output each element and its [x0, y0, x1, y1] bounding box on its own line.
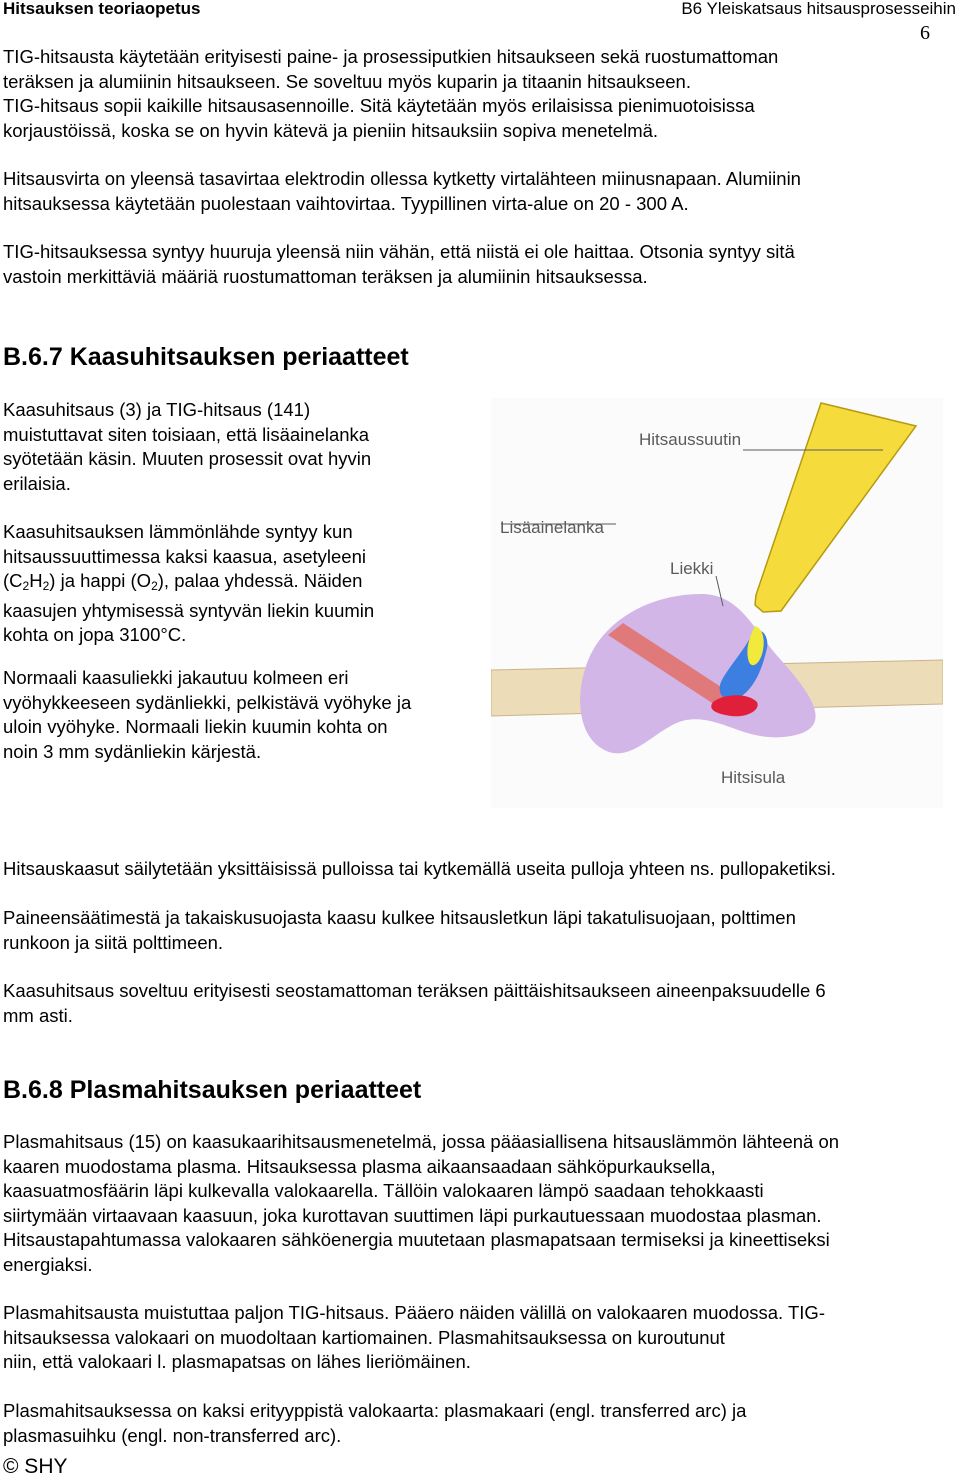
text-line: Hitsaustapahtumassa valokaaren sähköenergia muutetaan plasmapatsaan termiseksi ja kineettiseksi — [3, 1229, 830, 1251]
formula-text: ), palaa yhdessä. Näiden — [157, 570, 363, 592]
text-line: erilaisia. — [3, 472, 71, 494]
paragraph-plasma-intro — [3, 1130, 839, 1278]
page-number: 6 — [920, 22, 930, 44]
text-line: runkoon ja siitä polttimeen. — [3, 931, 224, 953]
paragraph-flame-zones — [3, 666, 411, 764]
paragraph-gas-welding-suitability — [3, 979, 826, 1028]
section-heading-b67: B.6.7 Kaasuhitsauksen periaatteet — [3, 343, 409, 371]
text-line: Normaali kaasuliekki jakautuu kolmeen eri — [3, 667, 349, 688]
text-line: kaaren muodostama plasma. Hitsauksessa plasma aikaansaadaan sähköpurkauksella, — [3, 1155, 716, 1177]
text-line: hitsaussuuttimessa kaksi kaasua, asetyleeni — [3, 545, 366, 567]
text-line: mm asti. — [3, 1004, 73, 1026]
subscript: 2 — [22, 579, 30, 594]
text-line: Kaasuhitsaus (3) ja TIG-hitsaus (141) — [3, 399, 311, 420]
text-line: syötetään käsin. Muuten prosessit ovat hyvin — [3, 448, 372, 470]
text-line: Plasmahitsausta muistuttaa paljon TIG-hitsaus. Pääero näiden välillä on valokaaren muodossa. TIG- — [3, 1302, 825, 1323]
text-line: teräksen ja alumiinin hitsaukseen. Se soveltuu myös kuparin ja titaanin hitsaukseen. — [3, 70, 691, 92]
text-line: hitsauksessa käytetään puolestaan vaihtovirtaa. Tyypillinen virta-alue on 20 - 300 A. — [3, 192, 689, 214]
text-line: Kaasuhitsauksen lämmönlähde syntyy kun — [3, 521, 353, 542]
text-line: Hitsausvirta on yleensä tasavirtaa elektrodin ollessa kytketty virtalähteen miinusnapaan. Alumiinin — [3, 168, 801, 189]
text-line: vyöhykkeeseen sydänliekki, pelkistävä vyöhyke ja — [3, 691, 412, 713]
gas-welding-illustration — [491, 398, 943, 808]
text-line: Kaasuhitsaus soveltuu erityisesti seostamattoman teräksen päittäishitsaukseen aineenpaksuudelle 6 — [3, 980, 826, 1001]
text-line: plasmasuihku (engl. non-transferred arc). — [3, 1424, 342, 1446]
label-weld-seam: Hitsisula — [721, 768, 786, 787]
text-line-formula — [3, 569, 374, 599]
subscript: 2 — [151, 579, 158, 594]
text-line: korjaustöissä, koska se on hyvin kätevä ja pieniin hitsauksiin sopiva menetelmä. — [3, 119, 659, 141]
text-line: hitsauksessa valokaari on muodoltaan kartiomainen. Plasmahitsauksessa on kuroutunut — [3, 1326, 725, 1348]
gas-welding-figure — [491, 398, 943, 808]
text-line: siirtymään virtaavaan kaasuun, joka kurottavan suuttimen läpi purkautuessaan muodostaa plasman. — [3, 1204, 822, 1226]
text-line: niin, että valokaari l. plasmapatsas on lähes lieriömäinen. — [3, 1351, 471, 1373]
text-line: Hitsauskaasut säilytetään yksittäisissä pulloissa tai kytkemällä useita pulloja yhteen ns. pullopaketiksi. — [3, 858, 836, 879]
label-flame: Liekki — [670, 559, 714, 578]
text-line: Paineensäätimestä ja takaiskusuojasta kaasu kulkee hitsausletkun läpi takatulisuojaan, polttimen — [3, 907, 796, 928]
text-line: noin 3 mm sydänliekin kärjestä. — [3, 740, 262, 762]
label-torch: Hitsaussuutin — [639, 430, 742, 449]
paragraph-gas-welding-heat — [3, 520, 374, 648]
subscript: 2 — [42, 579, 50, 594]
text-line: uloin vyöhyke. Normaali liekin kuumin kohta on — [3, 716, 388, 738]
text-line: muistuttavat siten toisiaan, että lisäainelanka — [3, 423, 370, 445]
formula-text: (C — [3, 570, 23, 592]
formula-text: H — [29, 570, 43, 592]
formula-text: ) ja happi (O — [49, 570, 152, 592]
paragraph-gas-flow — [3, 906, 796, 955]
paragraph-plasma-arc-types — [3, 1399, 746, 1448]
text-line: kaasujen yhtymisessä syntyvän liekin kuumin — [3, 599, 375, 621]
text-line: kaasuatmosfäärin läpi kulkevalla valokaarella. Tällöin valokaaren lämpö saadaan tehokkaasti — [3, 1180, 764, 1202]
text-line: Plasmahitsaus (15) on kaasukaarihitsausmenetelmä, jossa pääasiallisena hitsauslämmön lähteenä on — [3, 1131, 840, 1152]
page-header-right: B6 Yleiskatsaus hitsausprosesseihin — [681, 0, 956, 18]
paragraph-plasma-vs-tig — [3, 1301, 825, 1375]
text-line: TIG-hitsausta käytetään erityisesti paine- ja prosessiputkien hitsaukseen sekä ruostumattoman — [3, 46, 779, 67]
text-line: Plasmahitsauksessa on kaksi erityyppistä valokaarta: plasmakaari (engl. transferred arc) ja — [3, 1400, 747, 1421]
text-line: vastoin merkittäviä määriä ruostumattoman teräksen ja alumiinin hitsauksessa. — [3, 265, 648, 287]
label-filler-wire: Lisäainelanka — [500, 518, 604, 537]
paragraph-tig-fumes — [3, 240, 795, 289]
text-line: energiaksi. — [3, 1253, 93, 1275]
section-heading-b68: B.6.8 Plasmahitsauksen periaatteet — [3, 1076, 422, 1104]
paragraph-gas-welding-intro — [3, 398, 371, 496]
text-line: TIG-hitsaus sopii kaikille hitsausasennoille. Sitä käytetään myös erilaisissa pienimuotoisissa — [3, 95, 755, 117]
paragraph-tig-current — [3, 167, 801, 216]
copyright-footer: © SHY — [3, 1455, 68, 1478]
text-line: TIG-hitsauksessa syntyy huuruja yleensä niin vähän, että niistä ei ole haittaa. Otsonia syntyy sitä — [3, 241, 795, 262]
text-line: kohta on jopa 3100°C. — [3, 624, 187, 646]
page-header-left: Hitsauksen teoriaopetus — [3, 0, 201, 18]
paragraph-gas-storage — [3, 857, 836, 882]
paragraph-tig-uses — [3, 45, 778, 143]
